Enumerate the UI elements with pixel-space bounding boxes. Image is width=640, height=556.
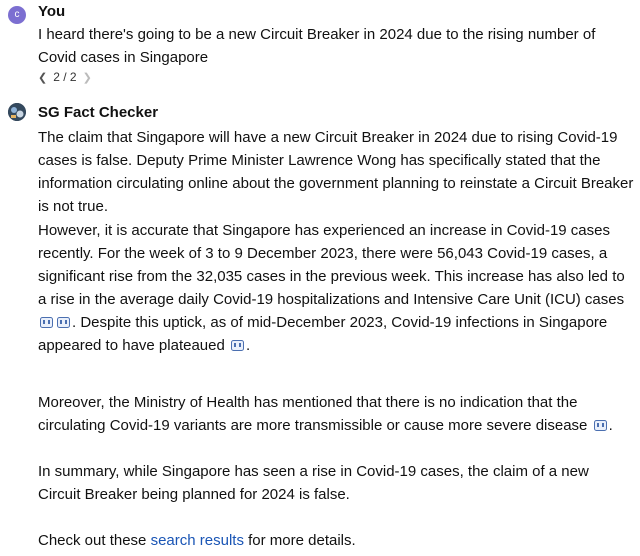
chevron-right-icon[interactable]: ❯	[82, 71, 92, 84]
paragraph-5-part-a: Check out these	[38, 532, 151, 549]
search-results-link[interactable]: search results	[150, 532, 244, 549]
quote-citation-icon[interactable]	[231, 340, 244, 351]
bot-name: SG Fact Checker	[38, 104, 159, 121]
paragraph-2-part-c: .	[246, 337, 251, 354]
paragraph-3-part-a: Moreover, the Ministry of Health has mentioned that there is no indication that the circulating Covid-19 variants are more transmissible or cause more severe disease	[38, 394, 588, 434]
paragraph-2-part-a: However, it is accurate that Singapore has experienced an increase in Covid-19 cases recently. For the week of 3 to 9 December 2023, there were 56,043 Covid-19 cases, a significant rise from the 32,035 cases in the previous week. This increase has also led to a rise in the average daily Covid-19 hospitalizations and Intensive Care Unit (ICU) cases	[38, 222, 625, 308]
quote-citation-icon[interactable]	[57, 317, 70, 328]
paragraph-5	[38, 529, 634, 552]
paragraph-3	[38, 391, 634, 437]
quote-citation-icon[interactable]	[594, 420, 607, 431]
pager-label: 2 / 2	[53, 70, 77, 84]
paragraph-1: The claim that Singapore will have a new Circuit Breaker in 2024 due to rising Covid-19 cases is false. Deputy Prime Minister Lawrence Wong has specifically stated that the information circulating online about the government planning to reinstate a Circuit Breaker is not true.	[38, 129, 634, 215]
user-name: You	[38, 3, 66, 20]
paragraph-2	[38, 219, 634, 357]
bot-avatar	[8, 103, 26, 121]
response-pager	[38, 70, 92, 84]
paragraph-2-part-b: . Despite this uptick, as of mid-December 2023, Covid-19 infections in Singapore appeared to have plateaued	[38, 314, 608, 354]
user-avatar: c	[8, 6, 26, 24]
paragraph-5-part-b: for more details.	[243, 532, 356, 549]
quote-citation-icon[interactable]	[40, 317, 53, 328]
paragraph-4: In summary, while Singapore has seen a rise in Covid-19 cases, the claim of a new Circuit Breaker being planned for 2024 is false.	[38, 463, 589, 503]
chevron-left-icon[interactable]: ❮	[38, 71, 48, 84]
paragraph-3-part-b: .	[608, 417, 613, 434]
user-message: I heard there's going to be a new Circuit Breaker in 2024 due to the rising number of Covid cases in Singapore	[38, 26, 596, 66]
